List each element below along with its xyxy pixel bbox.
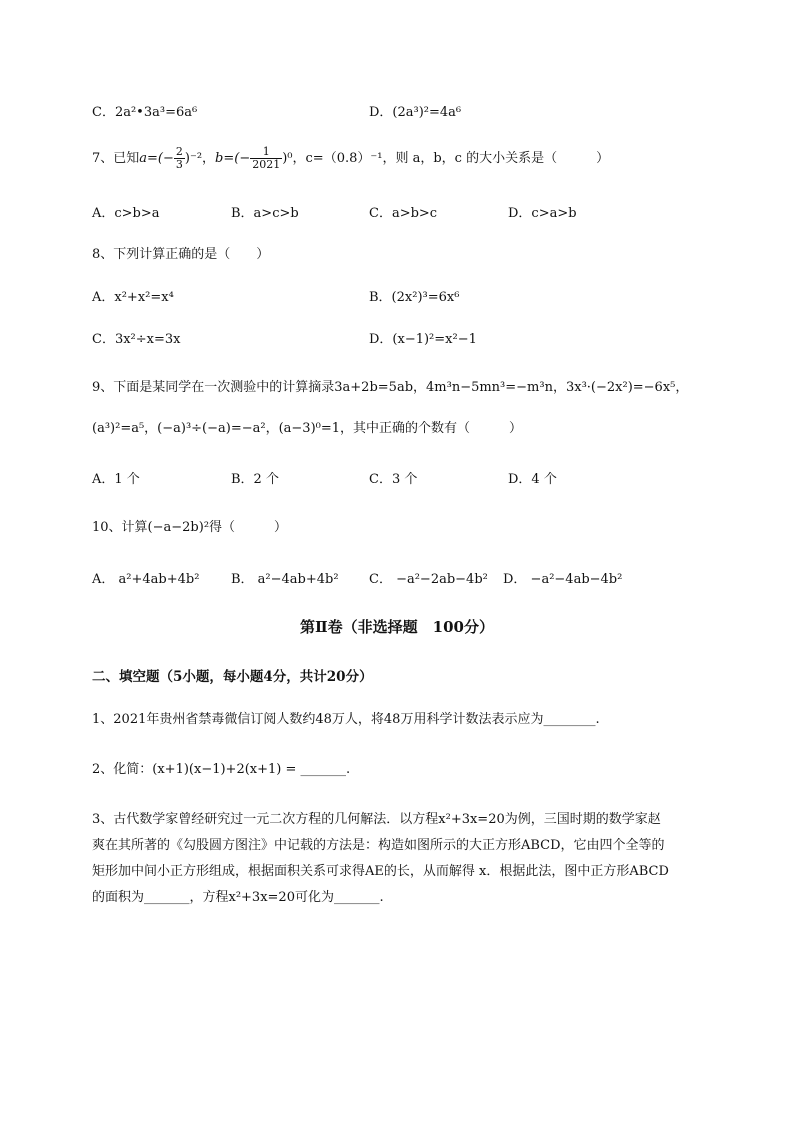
fill-question-3-line4: 的面积为_______，方程x²+3x=20可化为_______. [92, 890, 384, 905]
fill-question-3-line1: 3、古代数学家曾经研究过一元二次方程的几何解法．以方程x²+3x=20为例，三国时期的数学家赵 [92, 812, 661, 827]
q7-option-c: C．a>b>c [369, 206, 438, 221]
q7-a-post: )⁻²， [184, 151, 216, 166]
q7-a-numerator: 2 [175, 145, 183, 158]
q7-suffix: c=（0.8）⁻¹，则 a，b，c 的大小关系是（ ） [305, 151, 610, 166]
question-7-stem [92, 146, 609, 171]
q7-b-pre: b=(− [215, 151, 251, 166]
question-9-line1: 9、下面是某同学在一次测验中的计算摘录3a+2b=5ab，4m³n−5mn³=−m³n，3x³·(−2x²)=−6x⁵， [92, 380, 689, 395]
q7-option-b: B．a>c>b [231, 206, 299, 221]
question-9-line2: (a³)²=a⁵，(−a)³÷(−a)=−a²，(a−3)⁰=1，其中正确的个数有（ ） [92, 421, 523, 436]
q10-option-b: B． a²−4ab+4b² [231, 572, 339, 587]
question-10-stem: 10、计算(−a−2b)²得（ ） [92, 520, 288, 535]
q9-option-a: A．1 个 [92, 472, 140, 487]
fill-question-3-line3: 矩形加中间小正方形组成，根据面积关系可求得AE的长，从而解得 x．根据此法，图中正方形ABCD [92, 864, 669, 879]
fill-question-2: 2、化简：(x+1)(x−1)+2(x+1) = _______. [92, 762, 351, 777]
q7-b-numerator: 1 [250, 146, 282, 159]
q7-option-d: D．c>a>b [508, 206, 577, 221]
q10-option-d: D． −a²−4ab−4b² [503, 572, 623, 587]
q9-option-c: C．3 个 [369, 472, 418, 487]
q6-option-c: C．2a²•3a³=6a⁶ [92, 105, 198, 120]
q8-option-a: A．x²+x²=x⁴ [92, 290, 174, 305]
section-2-heading: 二、填空题（5小题，每小题4分，共计20分） [92, 669, 373, 685]
q7-option-a: A．c>b>a [92, 206, 160, 221]
q6-option-d: D．(2a³)²=4a⁶ [369, 105, 462, 120]
q9-option-b: B．2 个 [231, 472, 279, 487]
q8-option-b: B．(2x²)³=6x⁶ [369, 290, 460, 305]
q7-a-pre: a=(− [139, 151, 174, 166]
q7-b-post: )⁰， [282, 151, 306, 166]
q7-b-fraction [250, 146, 282, 171]
fill-question-1: 1、2021年贵州省禁毒微信订阅人数约48万人，将48万用科学计数法表示应为________. [92, 712, 600, 727]
q7-prefix: 7、已知 [92, 151, 140, 166]
q7-a-denominator: 3 [175, 158, 183, 171]
q8-option-c: C．3x²÷x=3x [92, 332, 181, 347]
question-8-stem: 8、下列计算正确的是（ ） [92, 247, 270, 262]
q10-option-c: C． −a²−2ab−4b² [369, 572, 488, 587]
fill-question-3-line2: 爽在其所著的《勾股圆方图注》中记载的方法是：构造如图所示的大正方形ABCD，它由四个全等的 [92, 838, 665, 853]
q7-b-denominator: 2021 [252, 158, 281, 171]
q7-a-fraction [174, 146, 185, 171]
q8-option-d: D．(x−1)²=x²−1 [369, 332, 477, 347]
part-2-title: 第Ⅱ卷（非选择题 100分） [300, 618, 494, 636]
q10-option-a: A． a²+4ab+4b² [92, 572, 200, 587]
q9-option-d: D．4 个 [508, 472, 557, 487]
